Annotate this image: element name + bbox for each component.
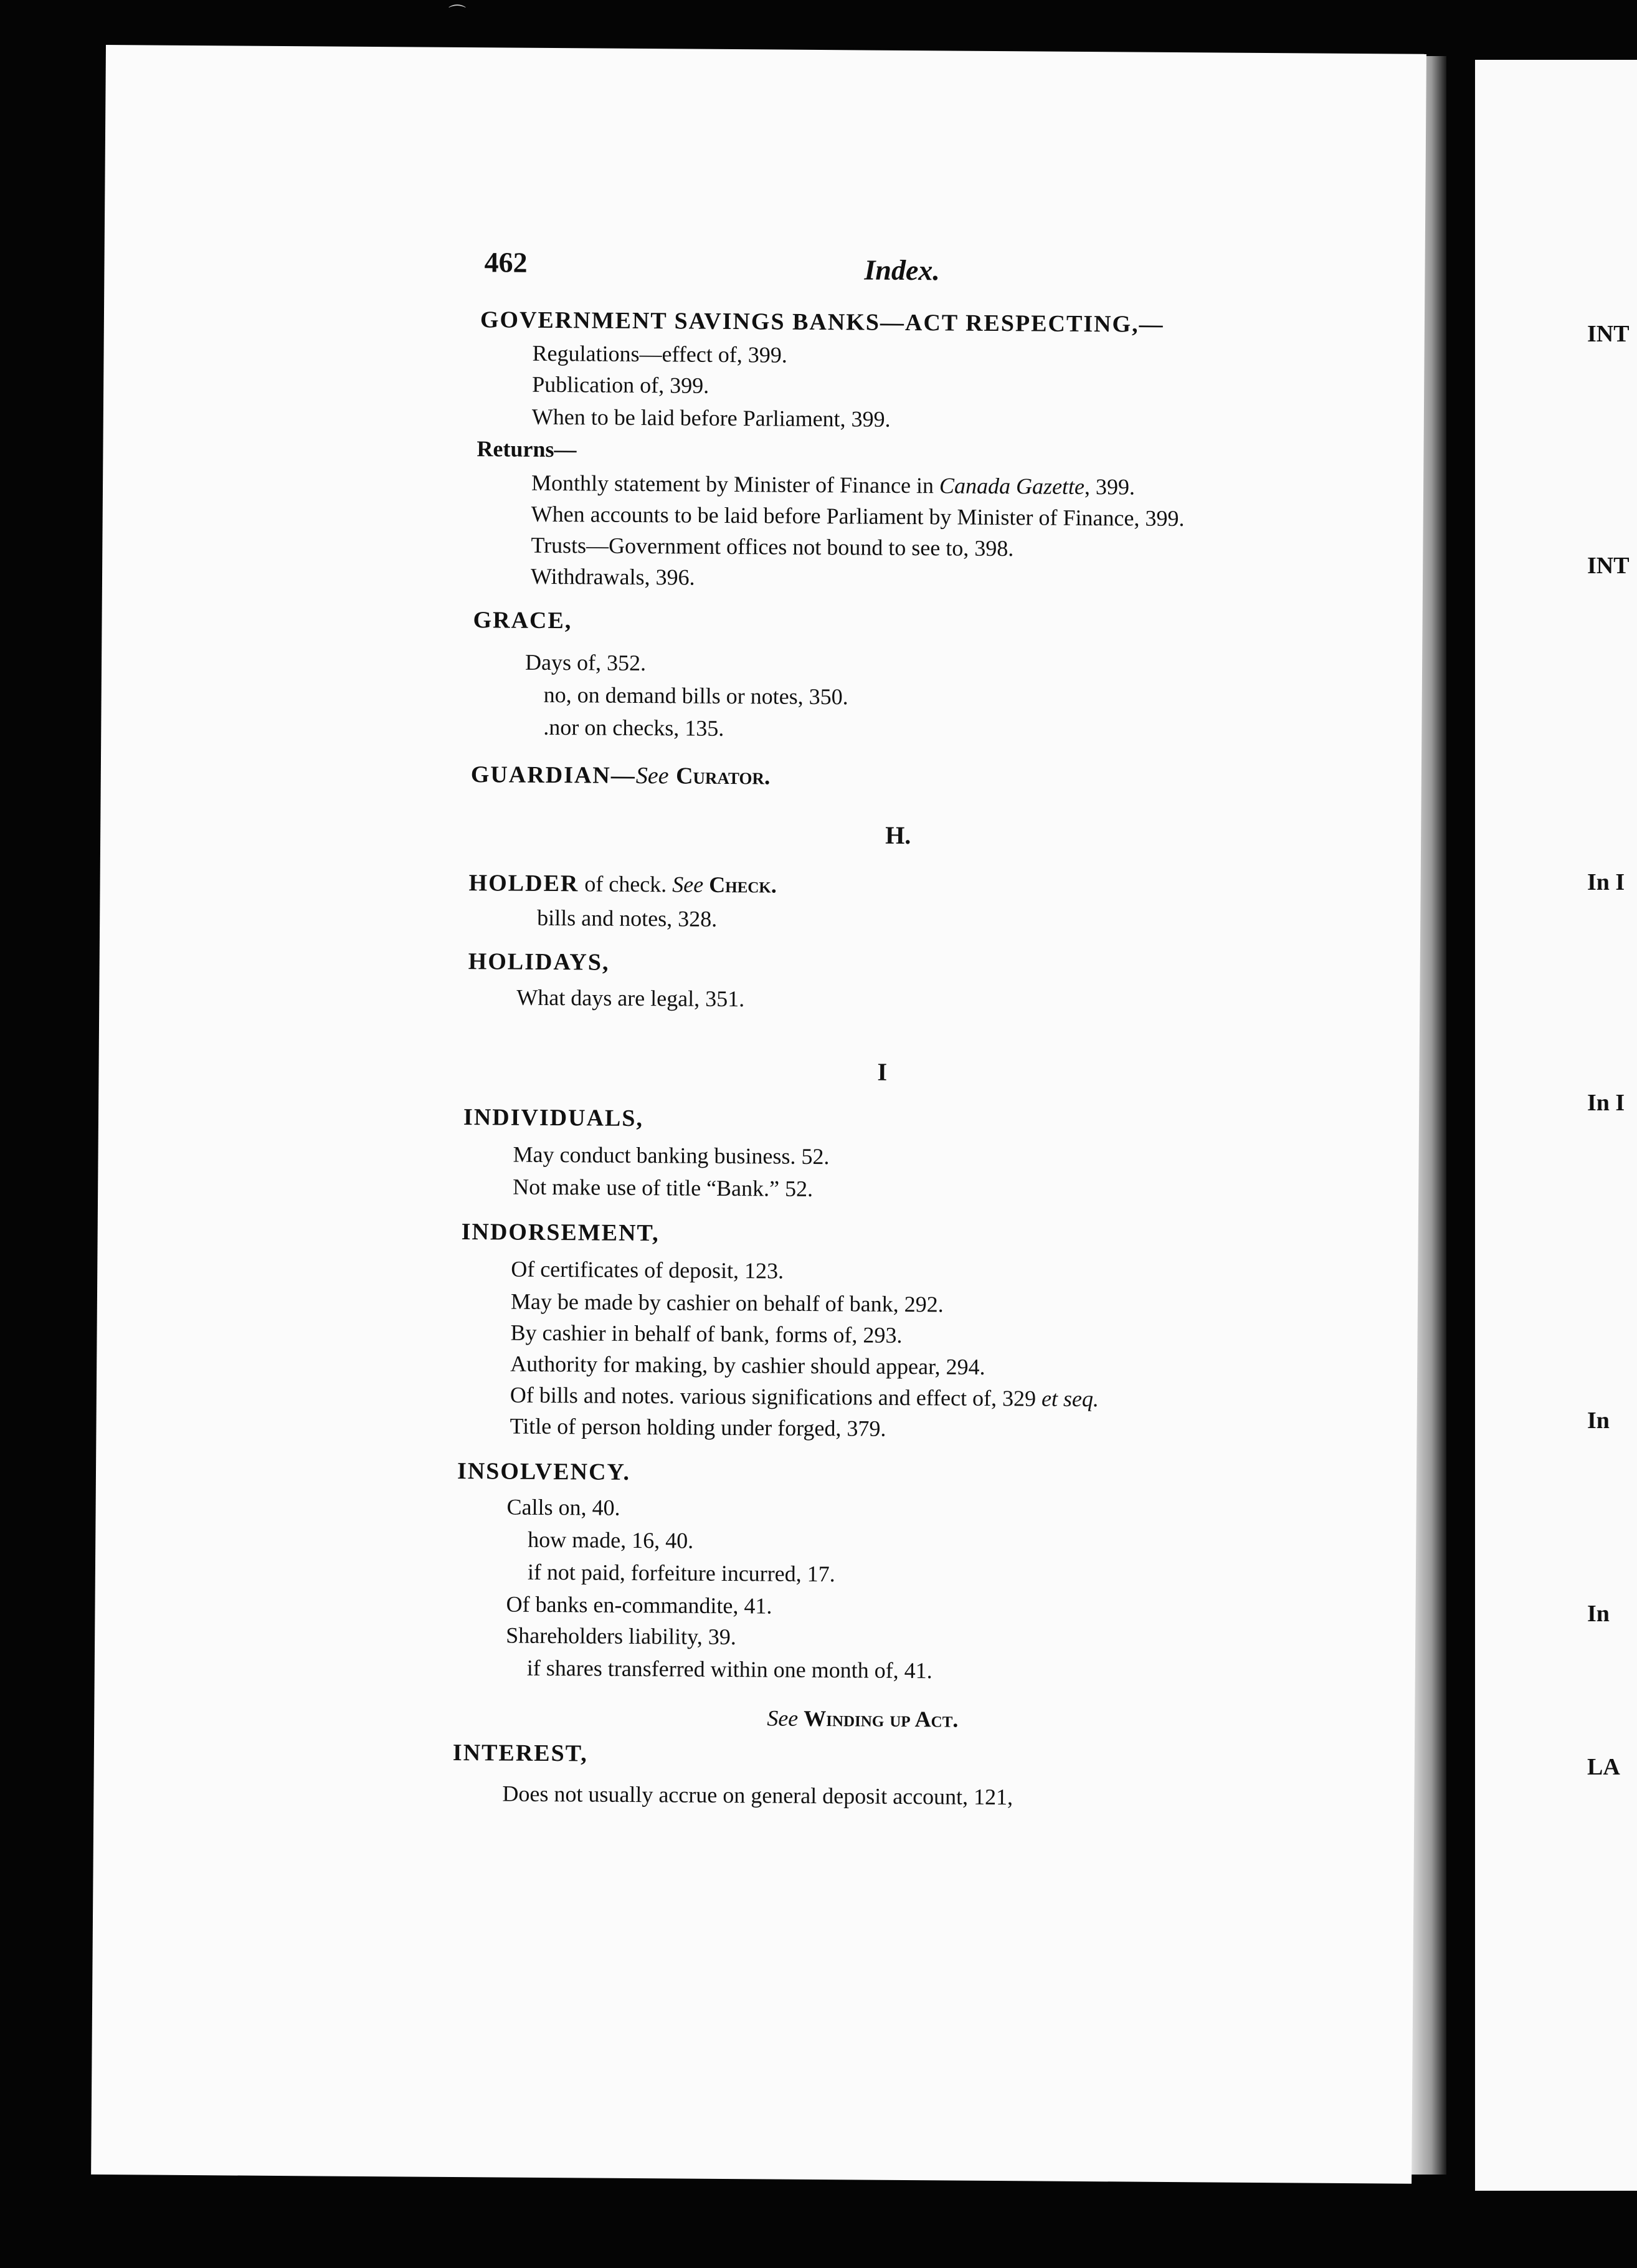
subentry-text: Of bills and notes. various significations and effect of, 329 xyxy=(510,1382,1042,1411)
index-subentry: if shares transferred within one month of, 41. xyxy=(526,1655,932,1684)
index-subentry: bills and notes, 328. xyxy=(537,905,718,932)
section-letter-i: I xyxy=(877,1057,888,1086)
index-subentry: Authority for making, by cashier should appear, 294. xyxy=(510,1351,985,1379)
cross-reference-target: Curator. xyxy=(675,763,771,790)
entry-heading-indorsement: INDORSEMENT, xyxy=(461,1219,660,1247)
index-subentry: Of certificates of deposit, 123. xyxy=(511,1256,784,1284)
see-also-line xyxy=(767,1707,958,1730)
facing-line-6: In xyxy=(1587,1601,1610,1627)
entry-heading-holder xyxy=(468,871,776,897)
facing-page-fragment xyxy=(1475,60,1637,2191)
cross-reference-target: Winding up Act. xyxy=(804,1705,959,1732)
index-subentry: Withdrawals, 396. xyxy=(530,563,695,590)
heading-text: GUARDIAN— xyxy=(470,761,636,789)
index-subentry: By cashier in behalf of bank, forms of, 293. xyxy=(510,1320,903,1348)
index-subentry: Trusts—Government offices not bound to see to, 398. xyxy=(531,532,1014,561)
index-subentry: Title of person holding under forged, 379. xyxy=(510,1413,886,1441)
heading-text: HOLDER xyxy=(468,870,579,897)
index-subentry: Of banks en-commandite, 41. xyxy=(506,1591,772,1619)
subentry-text: Monthly statement by Minister of Finance in xyxy=(531,470,940,498)
index-subentry: When accounts to be laid before Parliament by Minister of Finance, 399. xyxy=(531,501,1185,531)
index-subentry: .nor on checks, 135. xyxy=(543,714,724,741)
index-subentry: Shareholders liability, 39. xyxy=(506,1622,736,1650)
index-subentry xyxy=(531,472,1135,498)
index-subentry: Publication of, 399. xyxy=(532,371,709,398)
facing-line-2: INT xyxy=(1587,553,1630,579)
entry-heading-government-savings-banks: GOVERNMENT SAVINGS BANKS—ACT RESPECTING,— xyxy=(480,307,1164,338)
index-subentry: if not paid, forfeiture incurred, 17. xyxy=(527,1559,835,1587)
facing-line-7: LA xyxy=(1587,1754,1620,1780)
page-number: 462 xyxy=(484,246,528,279)
subentry-italic: et seq. xyxy=(1041,1386,1099,1412)
index-subentry: Regulations—effect of, 399. xyxy=(532,340,787,368)
entry-heading-holidays: HOLIDAYS, xyxy=(468,948,610,976)
heading-tail: of check. xyxy=(579,871,673,897)
entry-heading-interest: INTEREST, xyxy=(452,1739,588,1767)
index-subentry: Calls on, 40. xyxy=(506,1494,620,1520)
scan-debris-mark: ⌒ xyxy=(448,3,467,24)
index-subentry xyxy=(510,1384,1099,1411)
entry-heading-grace: GRACE, xyxy=(473,607,572,634)
index-subentry: May conduct banking business. 52. xyxy=(513,1141,830,1170)
section-letter-h: H. xyxy=(885,821,911,850)
index-subheading-returns: Returns— xyxy=(477,436,577,462)
entry-heading-individuals: INDIVIDUALS, xyxy=(463,1104,644,1132)
index-subentry: no, on demand bills or notes, 350. xyxy=(543,682,848,710)
index-subentry: What days are legal, 351. xyxy=(516,984,745,1012)
index-subentry: Not make use of title “Bank.” 52. xyxy=(513,1174,814,1201)
facing-line-4: In I xyxy=(1587,1090,1625,1116)
see-reference: See xyxy=(767,1705,799,1731)
index-subentry: May be made by cashier on behalf of bank, 292. xyxy=(510,1289,944,1317)
index-subentry: how made, 16, 40. xyxy=(528,1527,694,1553)
facing-line-3: In I xyxy=(1587,869,1625,895)
index-subentry: When to be laid before Parliament, 399. xyxy=(531,404,891,432)
see-reference: See xyxy=(635,762,669,789)
entry-heading-insolvency: INSOLVENCY. xyxy=(457,1457,631,1485)
subentry-text: , 399. xyxy=(1084,474,1136,500)
subentry-italic-title: Canada Gazette xyxy=(939,473,1085,499)
cross-reference-target: Check. xyxy=(709,872,777,898)
see-reference: See xyxy=(672,872,704,897)
index-subentry: Does not usually accrue on general deposit account, 121, xyxy=(502,1781,1013,1810)
running-head: Index. xyxy=(864,254,941,287)
facing-line-1: INT xyxy=(1587,321,1630,347)
facing-line-5: In xyxy=(1587,1408,1610,1434)
index-subentry: Days of, 352. xyxy=(524,649,647,676)
index-page xyxy=(91,45,1426,2184)
entry-heading-guardian xyxy=(471,763,771,788)
